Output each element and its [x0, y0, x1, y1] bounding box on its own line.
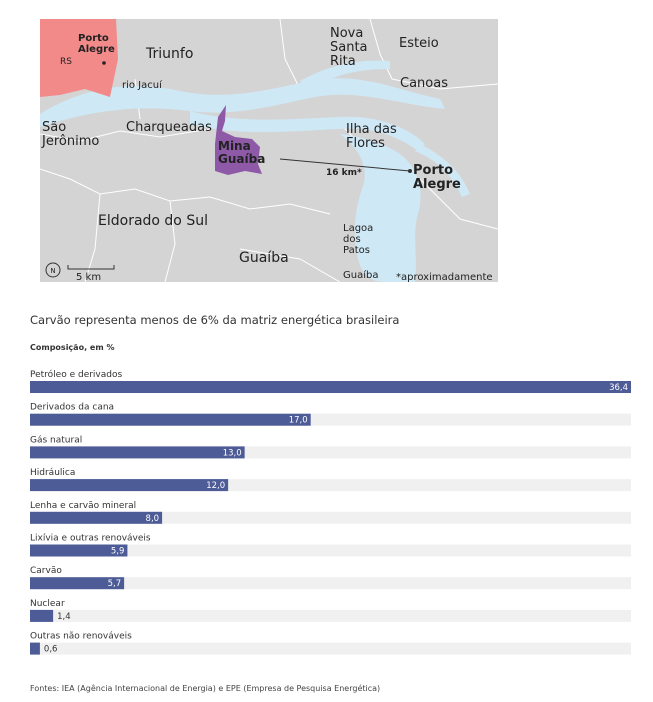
value-label: 13,0 [222, 448, 242, 459]
chart-subtitle: Composição, em % [30, 343, 115, 352]
value-label: 8,0 [145, 513, 160, 524]
label-lagoa-dos-patos: Lagoa dos Patos [343, 223, 374, 256]
value-label: 36,4 [609, 383, 628, 393]
label-ilha-das-flores: Ilha das Flores [346, 122, 397, 151]
value-label: 12,0 [206, 481, 226, 492]
porto-alegre-dot [408, 169, 412, 173]
label-guaiba-city: Guaíba [239, 250, 289, 266]
category-label: Derivados da cana [30, 402, 115, 413]
value-label: 0,6 [43, 644, 58, 655]
label-esteio: Esteio [399, 36, 439, 51]
bar-chart [0, 360, 653, 670]
category-label: Lixívia e outras renováveis [30, 533, 151, 544]
bar [30, 446, 245, 458]
value-label: 1,4 [57, 611, 71, 622]
scale-label: 5 km [76, 272, 102, 282]
bar-track [30, 643, 631, 655]
bar [30, 414, 311, 426]
bar [30, 381, 631, 393]
label-triunfo: Triunfo [146, 46, 194, 62]
label-sao-jeronimo: São Jerônimo [42, 120, 100, 149]
value-label: 5,9 [110, 546, 125, 557]
label-porto-alegre: Porto Alegre [413, 163, 461, 192]
category-label: Gás natural [30, 435, 83, 446]
value-label: 5,7 [107, 579, 122, 590]
bar-track [30, 610, 631, 622]
inset-city-dot [102, 61, 106, 65]
label-canoas: Canoas [400, 76, 448, 91]
category-label: Petróleo e derivados [30, 370, 123, 380]
bar [30, 512, 162, 524]
bar [30, 479, 228, 491]
label-nova-santa-rita: Nova Santa Rita [330, 26, 368, 69]
label-eldorado-do-sul: Eldorado do Sul [98, 213, 208, 229]
source-note: Fontes: IEA (Agência Internacional de Energia) e EPE (Empresa de Pesquisa Energética) [30, 684, 381, 693]
category-label: Outras não renováveis [30, 631, 132, 642]
bar [30, 610, 53, 622]
value-label: 17,0 [288, 415, 308, 426]
label-distance: 16 km* [326, 168, 362, 178]
inset-city-label: Porto Alegre [78, 33, 115, 55]
category-label: Lenha e carvão mineral [30, 500, 137, 511]
category-label: Carvão [30, 566, 62, 577]
label-charqueadas: Charqueadas [126, 120, 212, 135]
bar [30, 643, 40, 655]
inset-state-label: RS [60, 57, 72, 67]
label-guaiba-water: Guaíba [343, 270, 379, 281]
north-label: N [50, 267, 56, 275]
category-label: Hidráulica [30, 468, 76, 479]
inset-state-map [40, 19, 118, 97]
label-mina-guaiba: Mina Guaíba [218, 139, 266, 166]
label-rio-jacui: rio Jacuí [122, 80, 162, 91]
region-map [40, 19, 498, 282]
chart-title: Carvão representa menos de 6% da matriz energética brasileira [30, 313, 400, 327]
footnote-label: *aproximadamente [396, 272, 493, 282]
category-label: Nuclear [30, 598, 65, 609]
